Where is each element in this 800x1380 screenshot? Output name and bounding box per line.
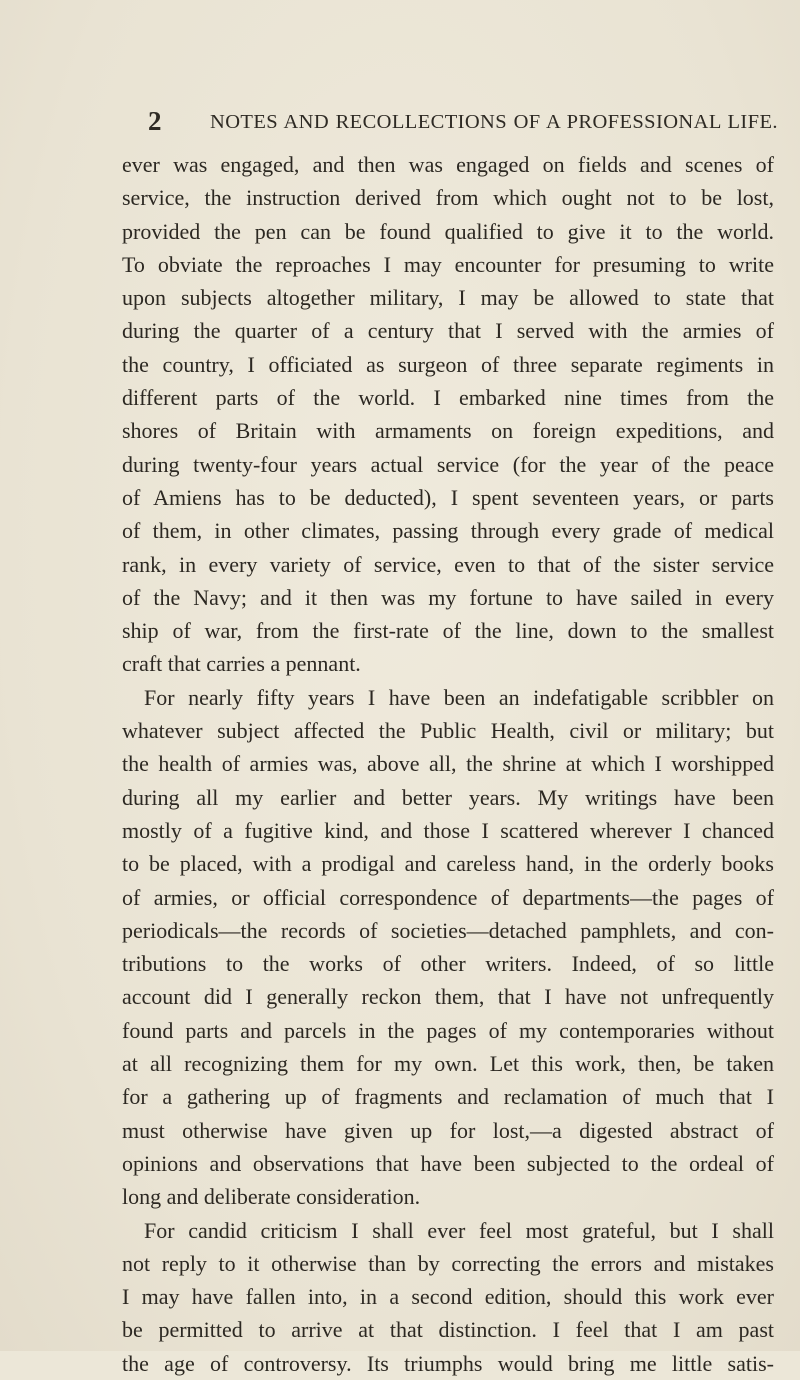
text-line: of the Navy; and it then was my fortune to have sailed in every xyxy=(122,584,774,610)
text-line: found parts and parcels in the pages of my contemporaries without xyxy=(122,1017,774,1043)
text-line: service, the instruction derived from which ought not to be lost, xyxy=(122,185,774,211)
text-line: opinions and observations that have been subjected to the ordeal of xyxy=(122,1150,774,1176)
text-line: the health of armies was, above all, the shrine at which I worshipped xyxy=(122,751,774,777)
body-text xyxy=(122,148,774,1380)
text-line: mostly of a fugitive kind, and those I scattered wherever I chanced xyxy=(122,817,774,843)
text-line: To obviate the reproaches I may encounter for presuming to write xyxy=(122,251,774,277)
text-line: during the quarter of a century that I served with the armies of xyxy=(122,318,774,344)
text-line: I may have fallen into, in a second edition, should this work ever xyxy=(122,1284,774,1310)
text-line: periodicals—the records of societies—detached pamphlets, and con- xyxy=(122,917,774,943)
text-line: at all recognizing them for my own. Let this work, then, be taken xyxy=(122,1051,774,1077)
text-line: provided the pen can be found qualified to give it to the world. xyxy=(122,218,774,244)
text-line: the age of controversy. Its triumphs would bring me little satis- xyxy=(122,1350,774,1376)
text-line: ever was engaged, and then was engaged on fields and scenes of xyxy=(122,152,774,177)
running-title: NOTES AND RECOLLECTIONS OF A PROFESSIONAL LIFE. xyxy=(210,111,778,133)
running-head xyxy=(148,104,778,138)
text-line: of them, in other climates, passing through every grade of medical xyxy=(122,518,774,544)
text-line: whatever subject affected the Public Health, civil or military; but xyxy=(122,718,774,744)
text-line: the country, I officiated as surgeon of three separate regiments in xyxy=(122,351,774,377)
paragraph-start-line: For candid criticism I shall ever feel most grateful, but I shall xyxy=(144,1217,774,1243)
text-line: must otherwise have given up for lost,—a digested abstract of xyxy=(122,1117,774,1143)
text-line: of armies, or official correspondence of departments—the pages of xyxy=(122,884,774,910)
paragraph-end-line: craft that carries a pennant. xyxy=(122,651,361,677)
text-line: during twenty-four years actual service (for the year of the peace xyxy=(122,451,774,477)
text-line: different parts of the world. I embarked nine times from the xyxy=(122,385,774,411)
text-line: for a gathering up of fragments and reclamation of much that I xyxy=(122,1084,774,1110)
text-line: account did I generally reckon them, that I have not unfrequently xyxy=(122,984,774,1010)
paragraph-start-line: For nearly fifty years I have been an indefatigable scribbler on xyxy=(144,684,774,710)
text-line: upon subjects altogether military, I may be allowed to state that xyxy=(122,285,774,311)
text-line: tributions to the works of other writers. Indeed, of so little xyxy=(122,951,774,977)
paragraph-end-line: long and deliberate consideration. xyxy=(122,1184,421,1210)
text-line: during all my earlier and better years. My writings have been xyxy=(122,784,774,810)
text-line: not reply to it otherwise than by correcting the errors and mistakes xyxy=(122,1250,774,1276)
text-line: be permitted to arrive at that distinction. I feel that I am past xyxy=(122,1317,774,1343)
text-line: shores of Britain with armaments on foreign expeditions, and xyxy=(122,418,774,444)
text-line: to be placed, with a prodigal and careless hand, in the orderly books xyxy=(122,851,774,877)
text-line: rank, in every variety of service, even to that of the sister service xyxy=(122,551,774,577)
text-line: of Amiens has to be deducted), I spent seventeen years, or parts xyxy=(122,484,774,510)
text-line: ship of war, from the first-rate of the line, down to the smallest xyxy=(122,618,774,644)
page-number: 2 xyxy=(148,106,162,136)
